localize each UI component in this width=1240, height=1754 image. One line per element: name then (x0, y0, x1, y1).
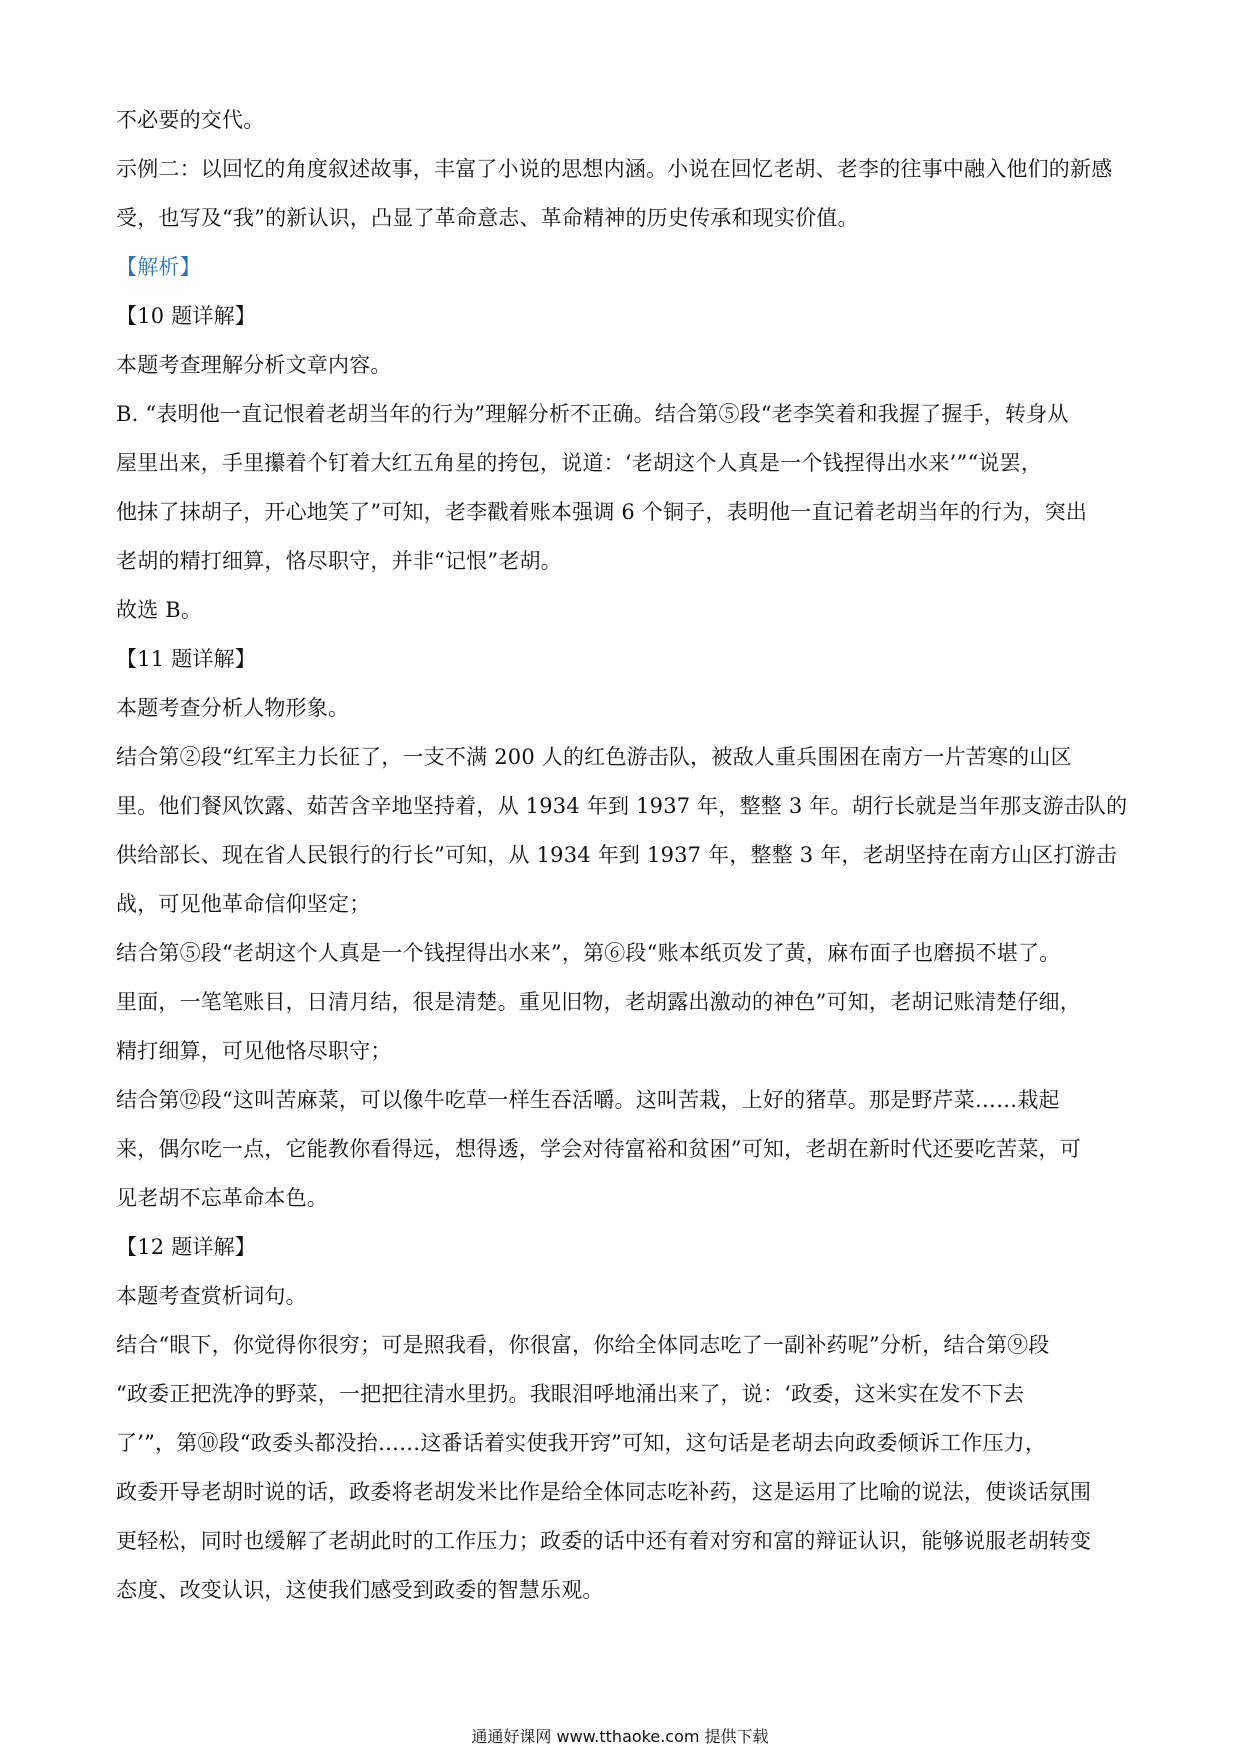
text-line: 里。他们餐风饮露、茹苦含辛地坚持着，从 1934 年到 1937 年，整整 3 年。胡行长就是当年那支游击队的 (116, 794, 1128, 818)
text-line: 更轻松，同时也缓解了老胡此时的工作压力；政委的话中还有着对穷和富的辩证认识，能够说服老胡转变 (116, 1529, 1092, 1553)
section-heading-q12: 【12 题详解】 (116, 1235, 256, 1259)
analysis-heading: 【解析】 (116, 255, 201, 279)
section-heading-q11: 【11 题详解】 (116, 647, 256, 671)
text-line: 结合第⑫段“这叫苦麻菜，可以像牛吃草一样生吞活嚼。这叫苦栽，上好的猪草。那是野芹菜……栽起 (116, 1088, 1060, 1112)
text-line: 了’”，第⑩段“政委头都没抬……这番话着实使我开窍”可知，这句话是老胡去向政委倾诉工作压力， (116, 1431, 1047, 1455)
text-line: 不必要的交代。 (116, 108, 265, 132)
text-line: 本题考查分析人物形象。 (116, 696, 350, 720)
text-line: 受，也写及“我”的新认识，凸显了革命意志、革命精神的历史传承和现实价值。 (116, 206, 859, 230)
text-line: 故选 B。 (116, 598, 203, 622)
text-line: 他抹了抹胡子，开心地笑了”可知，老李戳着账本强调 6 个铜子，表明他一直记着老胡当年的行为，突出 (116, 500, 1088, 524)
text-line: B. “表明他一直记恨着老胡当年的行为”理解分析不正确。结合第⑤段“老李笑着和我握了握手，转身从 (116, 402, 1069, 426)
text-line: 里面，一笔笔账目，日清月结，很是清楚。重见旧物，老胡露出激动的神色”可知，老胡记账清楚仔细， (116, 990, 1081, 1014)
text-line: 态度、改变认识，这使我们感受到政委的智慧乐观。 (116, 1578, 604, 1602)
text-line: 老胡的精打细算，恪尽职守，并非“记恨”老胡。 (116, 549, 562, 573)
text-line: 屋里出来，手里攥着个钉着大红五角星的挎包，说道：‘老胡这个人真是一个钱捏得出水来’”“说罢， (116, 451, 1043, 475)
text-line: 结合“眼下，你觉得你很穷；可是照我看，你很富，你给全体同志吃了一副补药呢”分析，结合第⑨段 (116, 1333, 1050, 1357)
page-footer: 通通好课网 www.tthaoke.com 提供下载 (471, 1727, 769, 1746)
section-heading-q10: 【10 题详解】 (116, 304, 256, 328)
text-line: 战，可见他革命信仰坚定； (116, 892, 371, 916)
text-line: 结合第⑤段“老胡这个人真是一个钱捏得出水来”，第⑥段“账本纸页发了黄，麻布面子也磨损不堪了。 (116, 941, 1061, 965)
text-line: “政委正把洗净的野菜，一把把往清水里扔。我眼泪呼地涌出来了，说：‘政委，这米实在发不下去 (116, 1382, 1025, 1406)
document-body (116, 96, 1136, 1615)
text-line: 供给部长、现在省人民银行的行长”可知，从 1934 年到 1937 年，整整 3 年，老胡坚持在南方山区打游击 (116, 843, 1118, 867)
text-line: 结合第②段“红军主力长征了，一支不满 200 人的红色游击队，被敌人重兵围困在南方一片苦寒的山区 (116, 745, 1072, 769)
text-line: 本题考查赏析词句。 (116, 1284, 307, 1308)
text-line: 示例二：以回忆的角度叙述故事，丰富了小说的思想内涵。小说在回忆老胡、老李的往事中融入他们的新感 (116, 157, 1113, 181)
text-line: 来，偶尔吃一点，它能教你看得远，想得透，学会对待富裕和贫困”可知，老胡在新时代还要吃苦菜，可 (116, 1137, 1081, 1161)
text-line: 精打细算，可见他恪尽职守； (116, 1039, 392, 1063)
text-line: 本题考查理解分析文章内容。 (116, 353, 392, 377)
text-line: 见老胡不忘革命本色。 (116, 1186, 328, 1210)
text-line: 政委开导老胡时说的话，政委将老胡发米比作是给全体同志吃补药，这是运用了比喻的说法，使谈话氛围 (116, 1480, 1092, 1504)
